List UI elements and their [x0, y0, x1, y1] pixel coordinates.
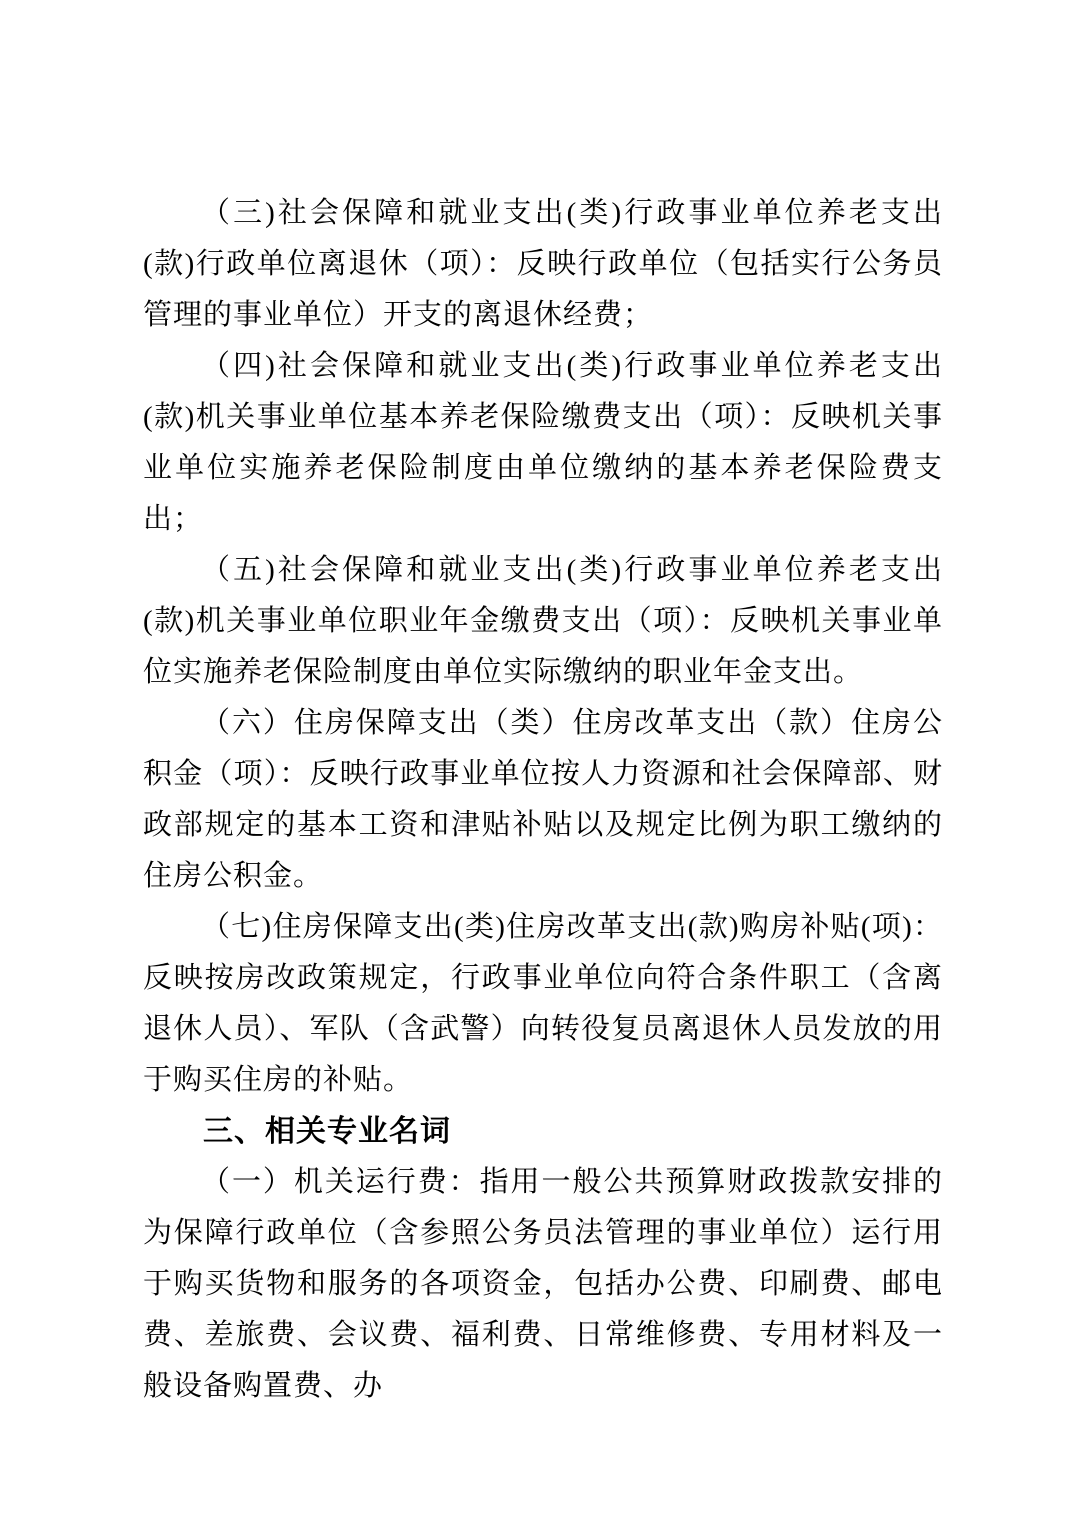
section-heading-related-terms: 三、相关专业名词 [203, 1115, 451, 1148]
paragraph-item-6-housing-fund: （六）住房保障支出（类）住房改革支出（款）住房公积金（项）：反映行政事业单位按人力资源和社会保障部、财政部规定的基本工资和津贴补贴以及规定比例为职工缴纳的住房公积金。 [143, 707, 943, 892]
paragraph-item-4-basic-pension-contribution: （四)社会保障和就业支出(类)行政事业单位养老支出(款)机关事业单位基本养老保险缴费支出（项）：反映机关事业单位实施养老保险制度由单位缴纳的基本养老保险费支出； [143, 350, 943, 535]
paragraph-item-3-social-security-retiree: （三)社会保障和就业支出(类)行政事业单位养老支出(款)行政单位离退休（项）：反映行政单位（包括实行公务员管理的事业单位）开支的离退休经费； [143, 197, 943, 331]
paragraph-item-7-housing-purchase-subsidy: （七)住房保障支出(类)住房改革支出(款)购房补贴(项)：反映按房改政策规定，行政事业单位向符合条件职工（含离退休人员）、军队（含武警）向转役复员离退休人员发放的用于购买住房的补贴。 [143, 911, 943, 1096]
paragraph-item-5-occupational-annuity: （五)社会保障和就业支出(类)行政事业单位养老支出(款)机关事业单位职业年金缴费支出（项）：反映机关事业单位实施养老保险制度由单位实际缴纳的职业年金支出。 [143, 554, 943, 688]
document-content [143, 188, 943, 1412]
paragraph-term-1-agency-operating-expenses: （一）机关运行费：指用一般公共预算财政拨款安排的为保障行政单位（含参照公务员法管理的事业单位）运行用于购买货物和服务的各项资金，包括办公费、印刷费、邮电费、差旅费、会议费、福利费、日常维修费、专用材料及一般设备购置费、办 [143, 1166, 943, 1402]
